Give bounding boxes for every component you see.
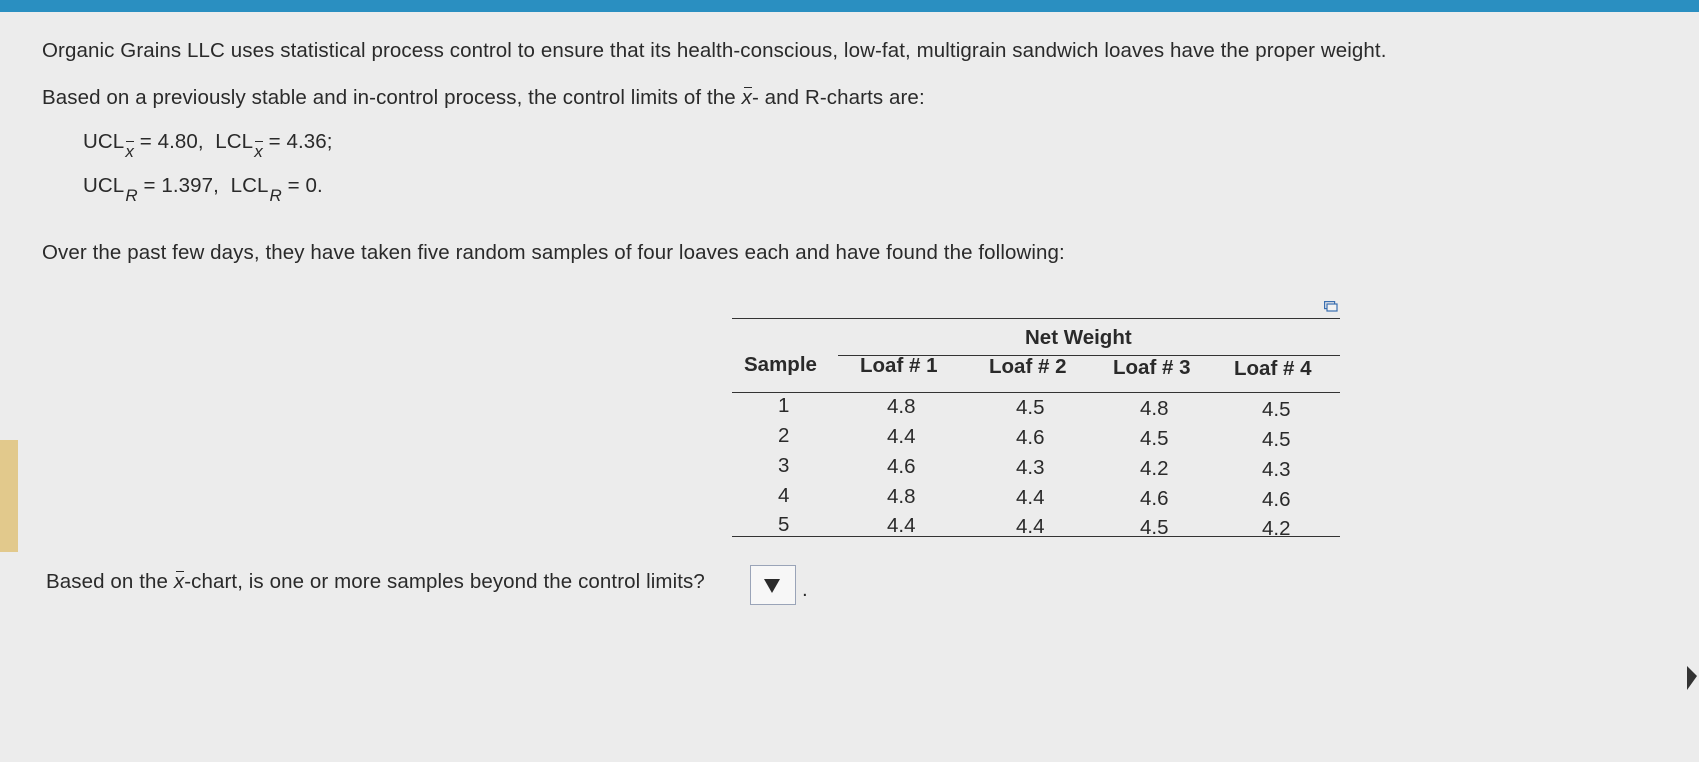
table-cell: 2 [778,424,790,447]
control-limits-intro-pre: Based on a previously stable and in-control process, the control limits of the [42,86,742,109]
table-cell: 5 [778,513,790,536]
table-cell: 4.5 [1140,516,1169,539]
x-subscript: x [254,142,263,161]
question-intro: Organic Grains LLC uses statistical process control to ensure that its health-conscious, low-fat, multigrain sandwich loaves have the proper weight. [42,39,1387,62]
table-cell: 4.5 [1262,428,1291,451]
ucl-x-value: = 4.80, [133,130,204,153]
side-highlight-strip [0,440,18,552]
answer-period: . [802,578,808,601]
header-sample: Sample [744,353,817,376]
header-loaf-2: Loaf # 2 [989,355,1067,378]
table-cell: 4.5 [1262,398,1291,421]
table-cell: 4.4 [887,514,916,537]
table-cell: 3 [778,454,790,477]
table-cell: 4.3 [1262,458,1291,481]
answer-dropdown[interactable] [750,565,796,605]
table-cell: 4 [778,484,790,507]
table-top-rule [732,318,1340,319]
table-cell: 4.6 [887,455,916,478]
table-cell: 4.8 [887,485,916,508]
lcl-x-value: = 4.36; [262,130,333,153]
lcl-x-label: LCL [215,130,254,153]
table-cell: 4.4 [887,425,916,448]
table-cell: 4.6 [1140,487,1169,510]
header-loaf-1: Loaf # 1 [860,354,938,377]
samples-description: Over the past few days, they have taken five random samples of four loaves each and have found the following: [42,241,1065,264]
header-loaf-3: Loaf # 3 [1113,356,1191,379]
table-cell: 4.6 [1262,488,1291,511]
x-chart-limits [83,130,333,161]
x-subscript: x [125,142,134,161]
net-weight-table [732,308,1340,552]
r-chart-limits [83,174,323,205]
table-cell: 4.5 [1140,427,1169,450]
final-question-post: -chart, is one or more samples beyond the control limits? [184,570,705,593]
control-limits-intro-post: - and R-charts are: [751,86,925,109]
table-cell: 4.6 [1016,426,1045,449]
net-weight-group-header: Net Weight [1025,326,1132,349]
table-cell: 4.4 [1016,486,1045,509]
mouse-cursor-icon [1687,666,1697,690]
control-limits-intro [42,86,925,110]
table-cell: 4.2 [1140,457,1169,480]
r-subscript: R [269,186,282,205]
ucl-x-label: UCL [83,130,125,153]
final-question [46,570,705,594]
x-bar-symbol: x [173,570,185,593]
table-bottom-rule [732,536,1340,537]
final-question-pre: Based on the [46,570,174,593]
header-loaf-4: Loaf # 4 [1234,357,1312,380]
table-cell: 4.5 [1016,396,1045,419]
top-accent-bar [0,0,1699,12]
x-bar-symbol: x [741,86,752,109]
table-cell: 4.3 [1016,456,1045,479]
r-subscript: R [125,186,138,205]
chevron-down-icon [764,579,780,593]
ucl-r-value: = 1.397, [137,174,219,197]
table-cell: 4.8 [1140,397,1169,420]
table-cell: 4.8 [887,395,916,418]
header-rule [732,392,1340,393]
lcl-r-value: = 0. [281,174,323,197]
table-cell: 1 [778,394,790,417]
table-cell: 4.4 [1016,515,1045,538]
lcl-r-label: LCL [230,174,269,197]
table-cell: 4.2 [1262,517,1291,540]
ucl-r-label: UCL [83,174,125,197]
